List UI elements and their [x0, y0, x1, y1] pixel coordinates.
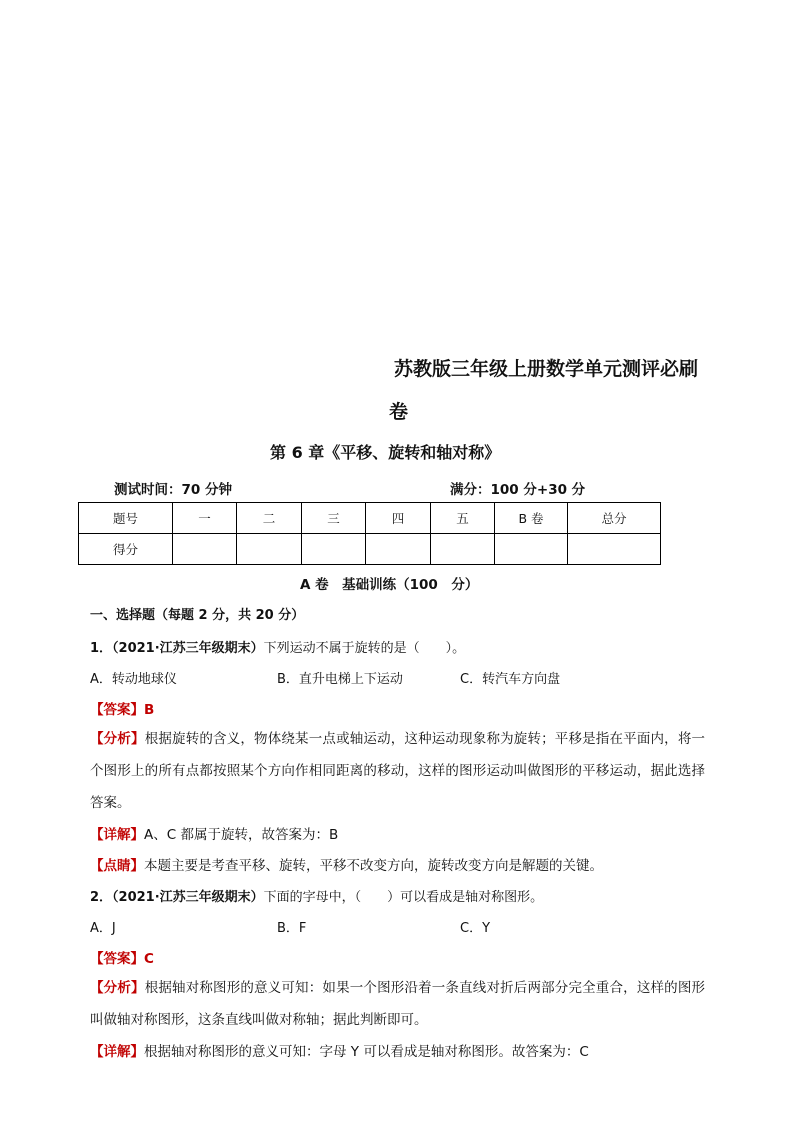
answer-tag: 【答案】	[90, 702, 144, 718]
doc-title-line2: 卷	[389, 401, 409, 423]
section-a-heading: A 卷 基础训练（100 分）	[300, 577, 479, 593]
q2-option-a: A．J	[90, 921, 116, 936]
table-cell: 一	[173, 503, 237, 534]
score-table	[78, 502, 661, 565]
q1-option-a: A．转动地球仪	[90, 672, 177, 687]
q2-answer	[90, 947, 154, 967]
question-2	[90, 886, 543, 905]
question-number: 1．	[90, 641, 113, 656]
table-cell: B 卷	[495, 503, 568, 534]
score-input-cell[interactable]	[173, 534, 237, 565]
analysis-tag: 【分析】	[90, 731, 145, 747]
answer-value: B	[144, 702, 155, 718]
q2-option-b: B．F	[277, 921, 307, 936]
chapter-title: 第 6 章《平移、旋转和轴对称》	[270, 443, 501, 462]
q1-option-b: B．直升电梯上下运动	[277, 672, 403, 687]
detail-tag: 【详解】	[90, 1044, 144, 1060]
analysis-tag: 【分析】	[90, 980, 145, 996]
table-cell: 五	[431, 503, 495, 534]
q1-analysis	[90, 723, 705, 819]
table-cell: 题号	[79, 503, 173, 534]
test-time: 测试时间：70 分钟	[114, 482, 232, 498]
detail-tag: 【详解】	[90, 827, 144, 843]
analysis-text: 根据轴对称图形的意义可知：如果一个图形沿着一条直线对折后两部分完全重合，这样的图形叫做轴对称图形，这条直线叫做对称轴；据此判断即可。	[90, 980, 706, 1028]
answer-tag: 【答案】	[90, 951, 144, 967]
question-source: （2021·江苏三年级期末）	[112, 641, 264, 656]
point-text: 本题主要是考查平移、旋转，平移不改变方向，旋转改变方向是解题的关键。	[144, 858, 603, 874]
point-tag: 【点睛】	[90, 858, 144, 874]
full-score: 满分：100 分+30 分	[450, 482, 586, 498]
question-1	[90, 637, 465, 656]
score-input-cell[interactable]	[237, 534, 302, 565]
detail-text: A、C 都属于旋转，故答案为：B	[144, 827, 339, 843]
q1-detail	[90, 823, 338, 843]
detail-text: 根据轴对称图形的意义可知：字母 Y 可以看成是轴对称图形。故答案为：C	[144, 1044, 589, 1060]
q2-detail	[90, 1040, 589, 1060]
score-input-cell[interactable]	[495, 534, 568, 565]
question-source: （2021·江苏三年级期末）	[112, 890, 264, 905]
table-cell: 得分	[79, 534, 173, 565]
question-text: 下列运动不属于旋转的是（ ）。	[263, 641, 466, 656]
answer-value: C	[144, 951, 154, 967]
score-input-cell[interactable]	[568, 534, 661, 565]
score-input-cell[interactable]	[366, 534, 431, 565]
score-input-cell[interactable]	[431, 534, 495, 565]
score-input-cell[interactable]	[302, 534, 366, 565]
q1-answer	[90, 698, 154, 718]
q2-analysis	[90, 972, 705, 1036]
table-cell: 二	[237, 503, 302, 534]
section1-heading: 一、选择题（每题 2 分，共 20 分）	[90, 608, 305, 623]
q2-option-c: C．Y	[460, 921, 491, 936]
score-table-score-row	[79, 534, 661, 565]
doc-title-line1: 苏教版三年级上册数学单元测评必刷	[394, 358, 699, 380]
analysis-text: 根据旋转的含义，物体绕某一点或轴运动，这种运动现象称为旋转；平移是指在平面内，将一个图形上的所有点都按照某个方向作相同距离的移动，这样的图形运动叫做图形的平移运动，据此选择答案。	[90, 731, 706, 811]
table-cell: 总分	[568, 503, 661, 534]
table-cell: 三	[302, 503, 366, 534]
q1-point	[90, 854, 603, 874]
table-cell: 四	[366, 503, 431, 534]
question-text: 下面的字母中，（ ）可以看成是轴对称图形。	[263, 890, 544, 905]
q1-option-c: C．转汽车方向盘	[460, 672, 561, 687]
question-number: 2．	[90, 890, 113, 905]
score-table-header-row	[79, 503, 661, 534]
